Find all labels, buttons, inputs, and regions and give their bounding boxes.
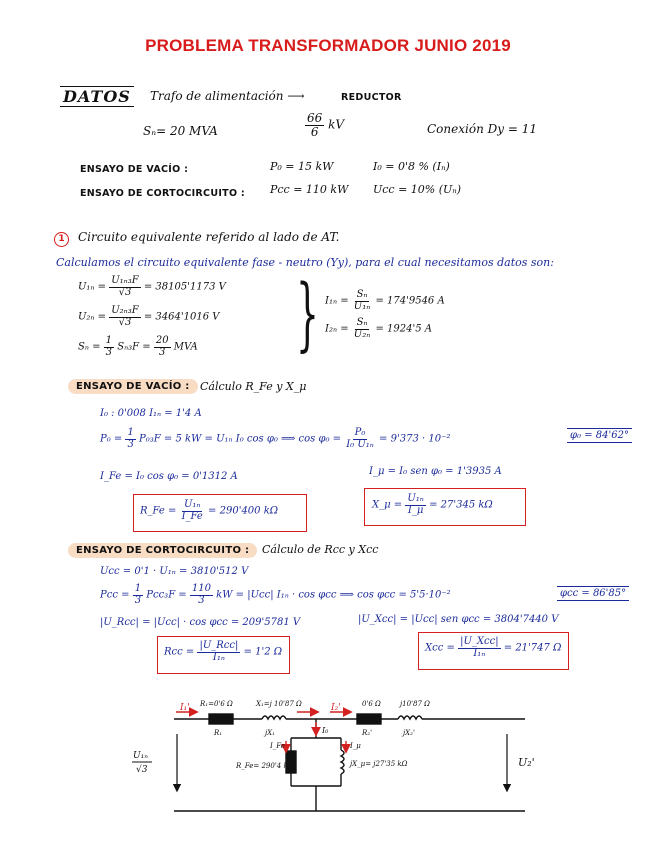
i1n-formula: [325, 290, 445, 312]
i0-calc: I₀ : 0'008 I₁ₙ = 1'4 A: [100, 408, 202, 419]
pcc-lhs: Pcc =: [100, 589, 130, 601]
r2-top-label: 0'6 Ω: [362, 700, 381, 708]
p0-den: I₀ U₁ₙ: [346, 438, 374, 450]
i1n-num: Sₙ: [356, 289, 368, 300]
u1-den: √3: [136, 765, 148, 775]
i2n-formula: [325, 318, 432, 340]
p0-calc: [100, 428, 450, 450]
xcc-rhs: = 21'747 Ω: [503, 642, 562, 654]
imu-label: I_μ: [350, 742, 361, 750]
i1n-lhs: I₁ₙ =: [325, 295, 349, 307]
rcc-formula: [164, 641, 282, 663]
p0-lhs: P₀ =: [100, 433, 123, 445]
reductor-text: REDUCTOR: [341, 92, 402, 103]
x1-inductor: [262, 716, 286, 719]
conexion: Conexión Dy = 11: [427, 122, 537, 136]
right-brace: }: [295, 267, 319, 360]
ucc-calc: Ucc = 0'1 · U₁ₙ = 3810'512 V: [100, 566, 249, 577]
xmu-inductor: [341, 750, 344, 774]
u1n-lhs: U₁ₙ =: [78, 281, 107, 293]
xmu-label: jX_μ= j27'35 kΩ: [350, 760, 408, 768]
imu-calc: I_μ = I₀ sen φ₀ = 1'3935 A: [369, 466, 502, 477]
section-heading: Circuito equivalente referido al lado de AT.: [78, 230, 340, 244]
p0-fd: 3: [127, 438, 134, 450]
i0-label: I₀: [322, 726, 329, 735]
i1-label: I₁': [180, 703, 190, 713]
rfe-rhs: = 290'400 kΩ: [208, 505, 279, 517]
r2-resistor: [357, 714, 381, 724]
datos-heading: DATOS: [60, 86, 134, 107]
vacio-label: ENSAYO DE VACÍO :: [80, 164, 189, 175]
ratio: [305, 112, 344, 138]
xmu-num: U₁ₙ: [407, 493, 424, 504]
ratio-den: 6: [310, 124, 319, 139]
u1n-den: √3: [118, 286, 132, 298]
p0-mid: P₀₃F = 5 kW = U₁ₙ I₀ cos φ₀ ⟹ cos φ₀ =: [139, 433, 342, 445]
p0-fn: 1: [127, 427, 134, 438]
pcc-f2-den: 3: [198, 594, 205, 606]
x2-top-label: j10'87 Ω: [400, 700, 430, 708]
u1n-rhs: = 38105'1173 V: [143, 281, 226, 293]
x1-top-label: X₁=j 10'87 Ω: [256, 700, 302, 708]
section-number: 1: [54, 232, 69, 247]
pcc-f2-num: 110: [191, 583, 211, 594]
ife-label: I_Fe: [270, 742, 285, 750]
xmu-rhs: = 27'345 kΩ: [429, 499, 493, 511]
x2-inductor: [398, 716, 422, 719]
vacio-aim: Cálculo R_Fe y X_μ: [200, 380, 307, 393]
pcc-mid: Pcc₃F =: [146, 589, 187, 601]
pcc-value: Pcc = 110 kW: [270, 183, 349, 196]
rfe-num: U₁ₙ: [183, 499, 201, 510]
ratio-num: 66: [307, 111, 323, 125]
u1-num: U₁ₙ: [133, 751, 148, 761]
i1n-rhs: = 174'9546 A: [375, 295, 445, 307]
rcc-den: I₁ₙ: [212, 651, 225, 663]
r1-top-label: R₁=0'6 Ω: [200, 700, 233, 708]
rfe-label: R_Fe= 290'4 kΩ: [236, 762, 294, 770]
r1-resistor: [209, 714, 233, 724]
xmu-den: I_μ: [407, 504, 424, 516]
cc-highlight: ENSAYO DE CORTOCIRCUITO :: [68, 543, 257, 558]
ife-calc: I_Fe = I₀ cos φ₀ = 0'1312 A: [100, 471, 238, 482]
r1-label: R₁: [214, 729, 223, 737]
u2n-lhs: U₂ₙ =: [78, 311, 107, 323]
rfe-den: I_Fe: [181, 510, 203, 522]
i0-value: I₀ = 0'8 % (Iₙ): [373, 160, 450, 173]
p0-rhs: = 9'373 · 10⁻²: [379, 433, 451, 445]
ucc-value: Ucc = 10% (Uₙ): [373, 183, 462, 196]
ratio-unit: kV: [328, 117, 345, 132]
pcc-rhs: kW = |Ucc| I₁ₙ · cos φcc ⟹ cos φcc = 5'5·10⁻²: [216, 589, 451, 601]
trafo-text: Trafo de alimentación ⟶: [150, 89, 305, 103]
sn-lhs: Sₙ =: [78, 341, 101, 353]
i2n-lhs: I₂ₙ =: [325, 323, 349, 335]
phicc-result: φcc = 86'85°: [557, 586, 629, 601]
cc-label: ENSAYO DE CORTOCIRCUITO :: [80, 188, 246, 199]
rfe-lhs: R_Fe =: [140, 505, 177, 517]
i2n-den: U₂ₙ: [353, 328, 371, 340]
xcc-den: I₁ₙ: [473, 647, 486, 659]
sn-rhs: MVA: [173, 341, 198, 353]
x1-label: jX₁: [265, 729, 275, 737]
sn-value: Sₙ= 20 MVA: [143, 124, 218, 138]
u2n-formula: [78, 306, 219, 328]
p0-num: P₀: [354, 427, 366, 438]
sn-f1-den: 3: [105, 346, 113, 358]
page-title: PROBLEMA TRANSFORMADOR JUNIO 2019: [145, 36, 511, 55]
section-intro: Calculamos el circuito equivalente fase - neutro (Yy), para el cual necesitamos datos son:: [56, 256, 554, 269]
xcc-lhs: Xcc =: [425, 642, 455, 654]
u1n-num: U₁ₙ₃F: [111, 275, 139, 286]
pcc-fd: 3: [134, 594, 142, 606]
pcc-calc: [100, 584, 451, 606]
cc-aim: Cálculo de Rcc y Xcc: [262, 543, 379, 556]
sn-f1-num: 1: [105, 335, 113, 346]
i2n-rhs: = 1924'5 A: [375, 323, 432, 335]
u2n-num: U₂ₙ₃F: [111, 305, 139, 316]
sn-formula: [78, 336, 198, 358]
p0-value: P₀ = 15 kW: [270, 160, 334, 173]
u2n-rhs: = 3464'1016 V: [143, 311, 220, 323]
sn-f2-num: 20: [155, 335, 169, 346]
pcc-fn: 1: [134, 583, 142, 594]
i2-label: I₂': [331, 703, 341, 713]
xmu-lhs: X_μ =: [372, 499, 403, 511]
uxcc-calc: |U_Xcc| = |Ucc| sen φcc = 3804'7440 V: [358, 614, 559, 625]
vacio-highlight: ENSAYO DE VACÍO :: [68, 379, 198, 394]
phi0-result: φ₀ = 84'62°: [567, 428, 632, 443]
equivalent-circuit: [0, 690, 656, 830]
u2n-den: √3: [118, 316, 132, 328]
sn-f2-den: 3: [159, 346, 166, 358]
i2n-num: Sₙ: [356, 317, 368, 328]
u2-label: U₂': [518, 756, 535, 769]
rcc-num: |U_Rcc|: [199, 640, 239, 651]
sn-mid: Sₙ₃F =: [117, 341, 151, 353]
rcc-rhs: = 1'2 Ω: [243, 646, 283, 658]
rcc-lhs: Rcc =: [164, 646, 195, 658]
xmu-formula: [372, 494, 493, 516]
x2-label: jX₂': [403, 729, 415, 737]
xcc-formula: [425, 637, 561, 659]
r2-label: R₂': [362, 729, 373, 737]
i1n-den: U₁ₙ: [353, 300, 371, 312]
rfe-formula: [140, 500, 278, 522]
u1n-formula: [78, 276, 226, 298]
urcc-calc: |U_Rcc| = |Ucc| · cos φcc = 209'5781 V: [100, 617, 301, 628]
xcc-num: |U_Xcc|: [460, 636, 499, 647]
